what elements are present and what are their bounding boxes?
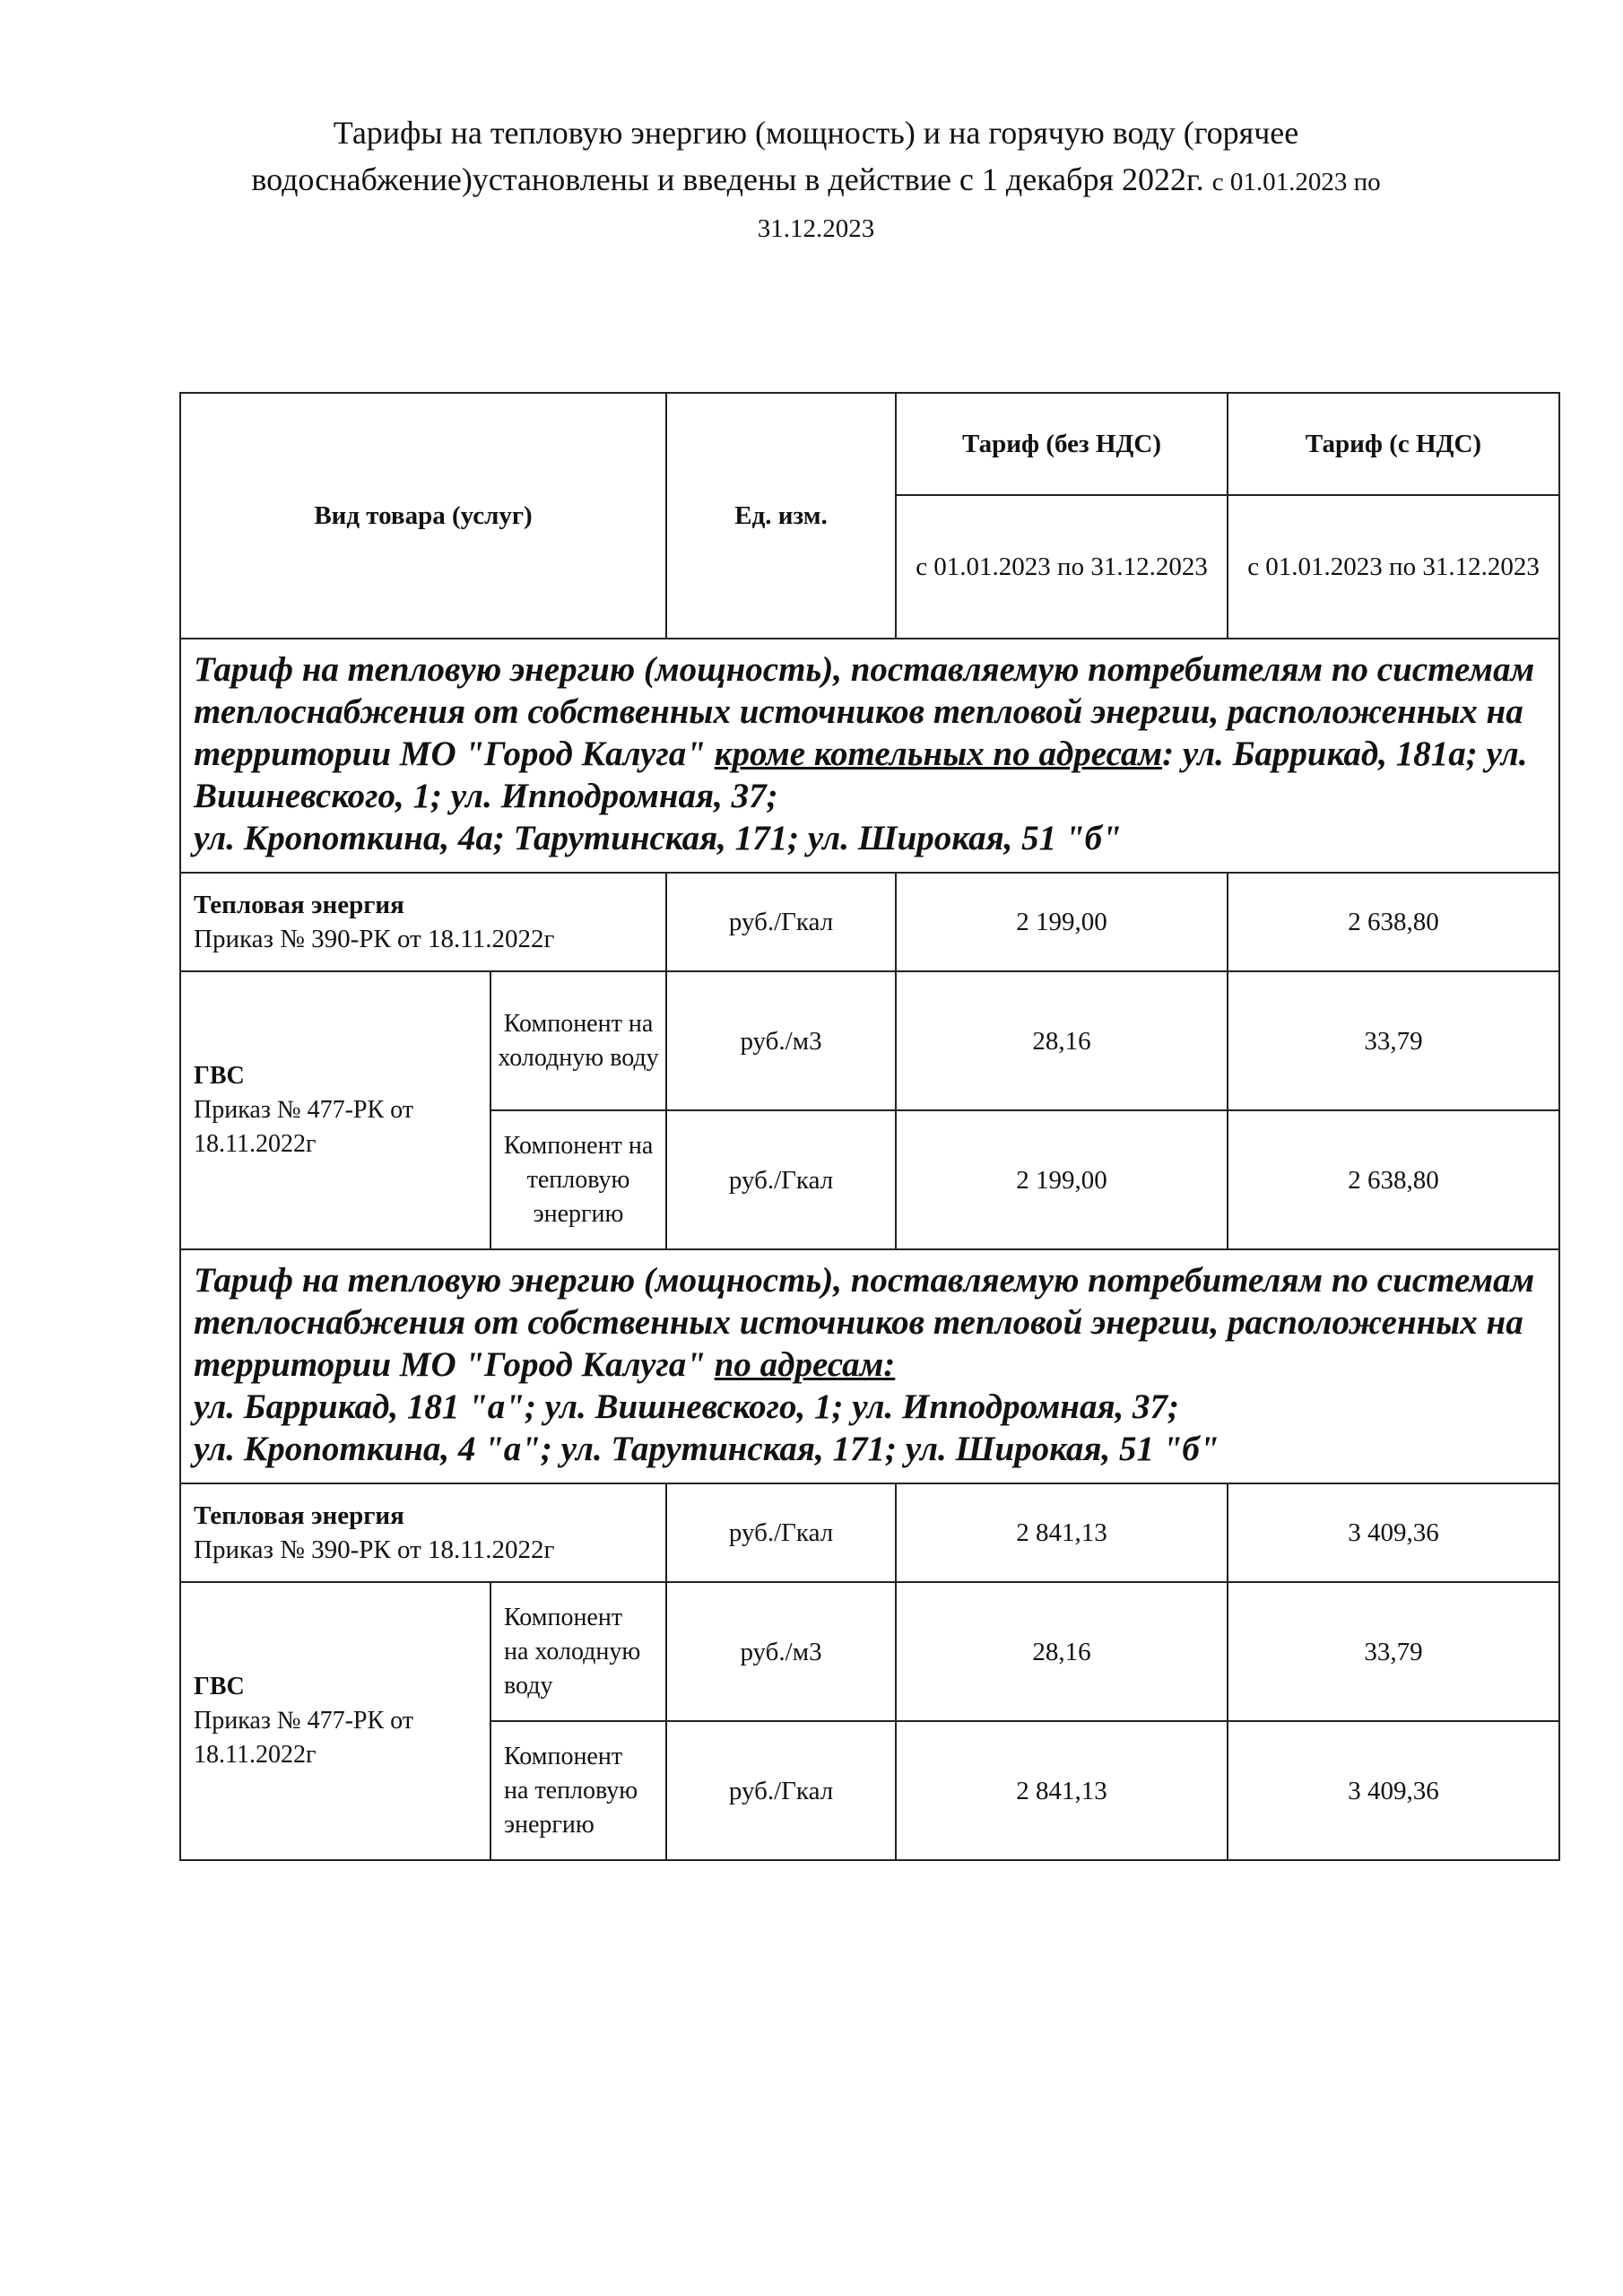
section-2-gvs-cell bbox=[180, 1582, 490, 1860]
header-no-vat: Тариф (без НДС) bbox=[896, 393, 1228, 495]
title-line-2-main: водоснабжение)установлены и введены в действие с 1 декабря 2022г. bbox=[251, 161, 1204, 197]
section-2-heading-row bbox=[180, 1249, 1559, 1483]
section-1-gvs-name: ГВС bbox=[194, 1062, 245, 1090]
section-1-gvs-heat-no-vat: 2 199,00 bbox=[896, 1110, 1228, 1249]
section-1-heat-name-cell bbox=[180, 873, 666, 971]
section-2-gvs-name: ГВС bbox=[194, 1673, 245, 1700]
section-2-gvs-heat-vat: 3 409,36 bbox=[1228, 1721, 1559, 1860]
section-1-heading-underlined: кроме котельных по адресам bbox=[714, 735, 1163, 773]
section-2-gvs-order: Приказ № 477-РК от 18.11.2022г bbox=[194, 1707, 414, 1769]
section-2-gvs-heat-label: Компонент на тепловую энергию bbox=[490, 1721, 666, 1860]
header-vat: Тариф (с НДС) bbox=[1228, 393, 1559, 495]
section-1-heat-vat: 2 638,80 bbox=[1228, 873, 1559, 971]
header-period-vat: с 01.01.2023 по 31.12.2023 bbox=[1228, 495, 1559, 639]
section-1-heading-pre: Тариф на тепловую энергию (мощность), поставляемую потребителям по системам теплоснабжения от собственных источников тепловой энергии, расположенных на территории МО "Город Калуга" bbox=[194, 650, 1535, 773]
header-unit: Ед. изм. bbox=[666, 393, 896, 639]
section-2-heading-post: ул. Баррикад, 181 "а"; ул. Вишневского, 1; ул. Ипподромная, 37; bbox=[194, 1387, 1180, 1426]
section-2-gvs-cold-row bbox=[180, 1582, 1559, 1721]
section-1-gvs-cell bbox=[180, 971, 490, 1249]
section-2-heat-name-cell bbox=[180, 1483, 666, 1582]
section-2-heading-last: ул. Кропоткина, 4 "а"; ул. Тарутинская, 171; ул. Широкая, 51 "б" bbox=[194, 1430, 1219, 1468]
section-1-heading bbox=[180, 639, 1559, 873]
section-2-heat-order: Приказ № 390-РК от 18.11.2022г bbox=[194, 1535, 555, 1564]
section-2-heading-pre: Тариф на тепловую энергию (мощность), поставляемую потребителям по системам теплоснабжения от собственных источников тепловой энергии, расположенных на территории МО "Город Калуга" bbox=[194, 1261, 1535, 1384]
section-2-heat-unit: руб./Гкал bbox=[666, 1483, 896, 1582]
section-2-gvs-cold-label: Компонент на холодную воду bbox=[490, 1582, 666, 1721]
section-1-heat-order: Приказ № 390-РК от 18.11.2022г bbox=[194, 925, 555, 953]
section-2-heat-no-vat: 2 841,13 bbox=[896, 1483, 1228, 1582]
header-service: Вид товара (услуг) bbox=[180, 393, 666, 639]
section-1-heat-row bbox=[180, 873, 1559, 971]
title-line-1: Тарифы на тепловую энергию (мощность) и на горячую воду (горячее bbox=[333, 115, 1299, 151]
title-line-2-period: с 01.01.2023 по bbox=[1211, 168, 1381, 196]
section-1-gvs-heat-vat: 2 638,80 bbox=[1228, 1110, 1559, 1249]
title-line-3: 31.12.2023 bbox=[757, 214, 875, 243]
section-1-heading-row bbox=[180, 639, 1559, 873]
section-2-heat-vat: 3 409,36 bbox=[1228, 1483, 1559, 1582]
section-2-heading-underlined: по адресам: bbox=[714, 1345, 896, 1384]
section-1-heat-unit: руб./Гкал bbox=[666, 873, 896, 971]
section-2-gvs-cold-unit: руб./м3 bbox=[666, 1582, 896, 1721]
section-1-gvs-cold-no-vat: 28,16 bbox=[896, 971, 1228, 1110]
document-title bbox=[161, 109, 1471, 252]
section-1-heat-name: Тепловая энергия bbox=[194, 891, 404, 919]
header-row bbox=[180, 393, 1559, 495]
section-2-gvs-cold-no-vat: 28,16 bbox=[896, 1582, 1228, 1721]
section-1-gvs-order: Приказ № 477-РК от 18.11.2022г bbox=[194, 1096, 414, 1158]
section-2-gvs-heat-no-vat: 2 841,13 bbox=[896, 1721, 1228, 1860]
title-line-2 bbox=[161, 156, 1471, 205]
section-1-heading-last: ул. Кропоткина, 4а; Тарутинская, 171; ул. Широкая, 51 "б" bbox=[194, 819, 1122, 857]
section-2-heading bbox=[180, 1249, 1559, 1483]
section-2-gvs-cold-vat: 33,79 bbox=[1228, 1582, 1559, 1721]
section-1-gvs-heat-unit: руб./Гкал bbox=[666, 1110, 896, 1249]
section-1-heading-post: : ул. Баррикад, 181а; ул. Вишневского, 1; ул. Ипподромная, 37; bbox=[194, 735, 1528, 815]
section-1-gvs-cold-unit: руб./м3 bbox=[666, 971, 896, 1110]
tariff-table bbox=[179, 392, 1560, 1861]
section-2-heat-row bbox=[180, 1483, 1559, 1582]
section-1-gvs-cold-label: Компонент на холодную воду bbox=[490, 971, 666, 1110]
section-2-heat-name: Тепловая энергия bbox=[194, 1501, 404, 1530]
section-1-gvs-heat-label: Компонент на тепловую энергию bbox=[490, 1110, 666, 1249]
header-period-no-vat: с 01.01.2023 по 31.12.2023 bbox=[896, 495, 1228, 639]
section-1-gvs-cold-row bbox=[180, 971, 1559, 1110]
section-1-gvs-cold-vat: 33,79 bbox=[1228, 971, 1559, 1110]
section-2-gvs-heat-unit: руб./Гкал bbox=[666, 1721, 896, 1860]
section-1-heat-no-vat: 2 199,00 bbox=[896, 873, 1228, 971]
